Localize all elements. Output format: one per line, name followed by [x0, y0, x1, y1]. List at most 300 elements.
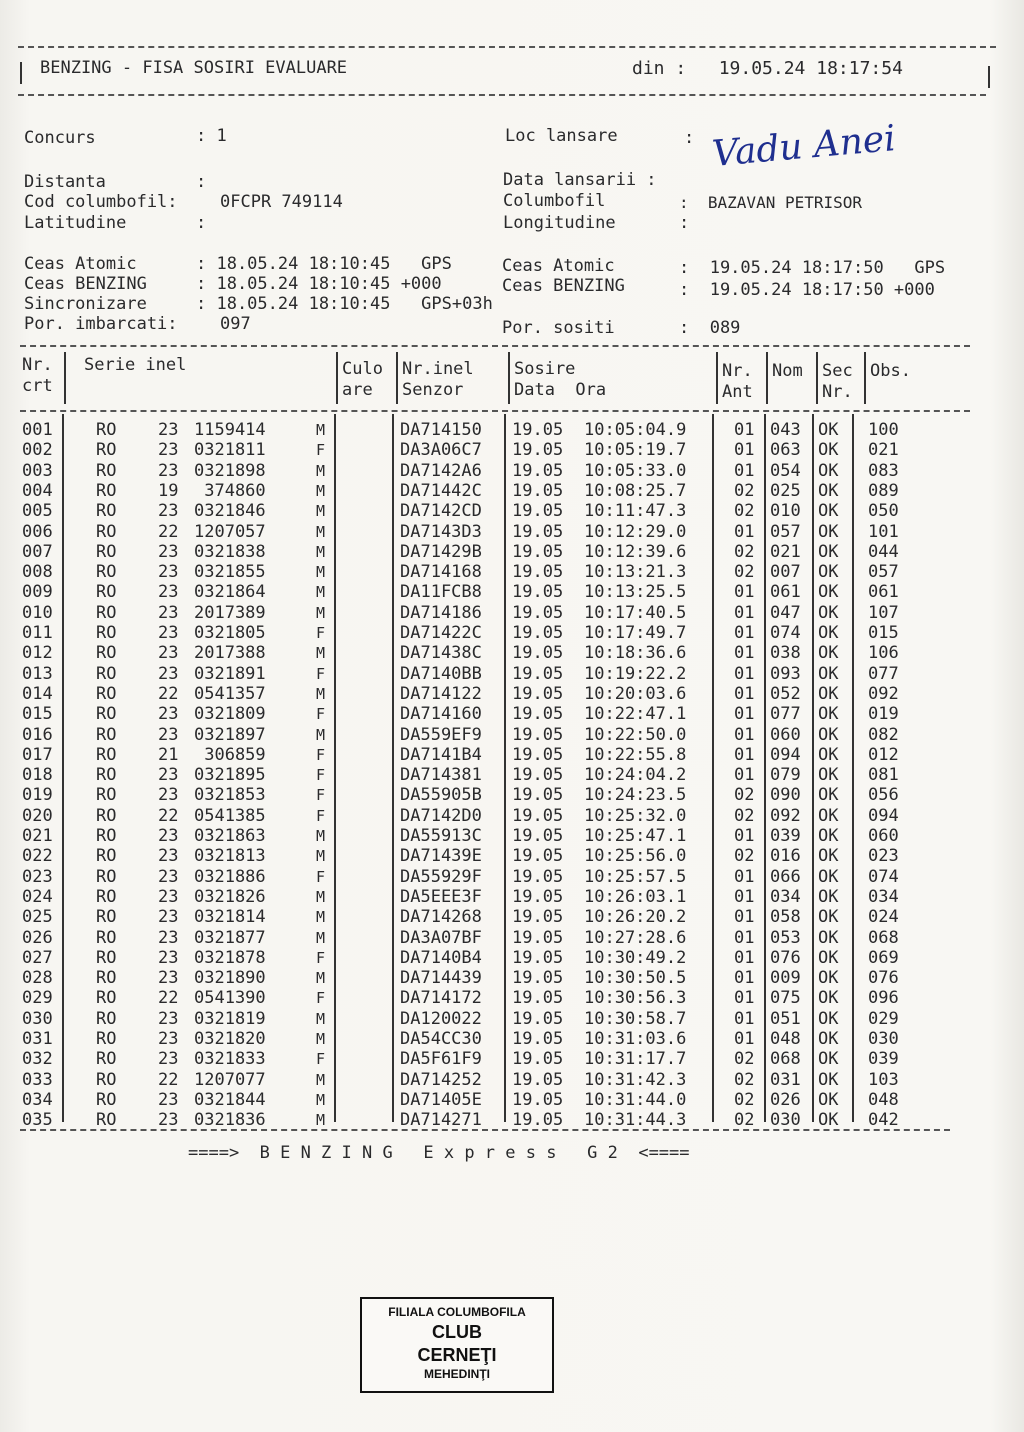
columbofil-value: : BAZAVAN PETRISOR [679, 193, 863, 212]
cell-data: 19.05 [512, 1008, 564, 1029]
cell-tara: RO [96, 1049, 117, 1070]
cell-sex: F [316, 766, 326, 785]
cell-sex: F [316, 867, 326, 886]
cell-senzor: DA71442C [400, 480, 482, 501]
cell-nr: 011 [22, 623, 53, 643]
header-culoare-line2: are [342, 380, 373, 400]
cell-nr: 034 [22, 1089, 53, 1110]
header-top-rule [18, 46, 996, 48]
cell-sex: F [316, 948, 326, 967]
header-nr-ant-line1: Nr. [722, 361, 753, 381]
cell-data: 19.05 [512, 968, 564, 989]
header-sosire [514, 359, 606, 401]
cell-data: 19.05 [512, 744, 564, 765]
cell-senzor: DA71439E [400, 846, 482, 867]
cell-sex: M [316, 644, 326, 663]
cell-an: 23 [158, 886, 179, 907]
cell-senzor: DA7143D3 [400, 521, 482, 542]
report-date-label: din : [632, 58, 687, 79]
cell-an: 23 [158, 623, 179, 643]
cell-tara: RO [96, 501, 117, 522]
cell-ant: 01 [734, 947, 755, 968]
col-sep-ant [766, 352, 768, 404]
cell-senzor: DA714271 [400, 1110, 482, 1131]
cell-ora: 10:25:47.1 [584, 826, 687, 846]
cell-obs: 057 [868, 562, 899, 583]
cell-senzor: DA54CC30 [400, 1029, 482, 1049]
cell-data: 19.05 [512, 440, 564, 461]
cell-senzor: DA714160 [400, 704, 482, 725]
cell-inel: 0321895 [194, 765, 266, 786]
cell-sec: OK [818, 480, 839, 501]
header-left-border [20, 62, 22, 84]
cell-sec: OK [818, 724, 839, 745]
cell-inel: 374860 [194, 480, 266, 501]
cell-data: 19.05 [512, 1110, 564, 1131]
cell-nr: 014 [22, 683, 53, 704]
cell-an: 22 [158, 683, 179, 704]
cell-ora: 10:13:25.5 [584, 582, 687, 603]
table-row [0, 988, 1024, 1008]
header-sec-nr [822, 361, 853, 403]
cell-sex: F [316, 745, 326, 764]
cell-an: 22 [158, 805, 179, 826]
cell-sec: OK [818, 886, 839, 907]
cell-sec: OK [818, 866, 839, 887]
cell-nr: 024 [22, 886, 53, 907]
cell-senzor: DA714268 [400, 907, 482, 928]
cell-data: 19.05 [512, 724, 564, 745]
concurs-value: : 1 [196, 126, 227, 146]
cell-senzor: DA120022 [400, 1008, 482, 1029]
cell-ant: 01 [734, 683, 755, 704]
report-title: BENZING - FISA SOSIRI EVALUARE [40, 58, 348, 78]
cell-nom: 016 [770, 846, 801, 867]
cell-inel: 0321809 [194, 704, 266, 725]
cell-obs: 068 [868, 927, 899, 948]
cell-nom: 093 [770, 663, 801, 684]
table-row [0, 745, 1024, 765]
cell-senzor: DA55913C [400, 826, 482, 846]
cell-tara: RO [96, 805, 117, 826]
columbofil-label: Columbofil [503, 191, 606, 211]
cell-data: 19.05 [512, 947, 564, 968]
cell-nr: 018 [22, 765, 53, 786]
ceas-benzing-label: Ceas BENZING [24, 274, 147, 294]
cell-sec: OK [818, 623, 839, 643]
cell-nr: 032 [22, 1049, 53, 1070]
cell-senzor: DA71405E [400, 1089, 482, 1110]
cell-data: 19.05 [512, 541, 564, 562]
cell-data: 19.05 [512, 765, 564, 786]
cell-ant: 02 [734, 501, 755, 522]
cell-sec: OK [818, 927, 839, 948]
cell-sex: F [316, 806, 326, 825]
stamp-line2: CLUB [432, 1322, 482, 1342]
cell-obs: 069 [868, 947, 899, 968]
cell-ora: 10:25:57.5 [584, 866, 687, 887]
cell-ant: 01 [734, 968, 755, 989]
cell-tara: RO [96, 1029, 117, 1049]
cell-nom: 058 [770, 907, 801, 928]
cell-ant: 01 [734, 927, 755, 948]
sincronizare-value: : 18.05.24 18:10:45 GPS+03h [196, 294, 493, 314]
cell-inel: 0321864 [194, 582, 266, 603]
cell-obs: 039 [868, 1049, 899, 1070]
header-nr-inel-senzor [402, 359, 474, 401]
cell-data: 19.05 [512, 623, 564, 643]
cell-an: 21 [158, 744, 179, 765]
cell-obs: 056 [868, 785, 899, 806]
cell-obs: 082 [868, 724, 899, 745]
cell-obs: 083 [868, 460, 899, 481]
cell-data: 19.05 [512, 1049, 564, 1070]
cell-tara: RO [96, 846, 117, 867]
cell-sex: M [316, 583, 326, 602]
cell-sec: OK [818, 663, 839, 684]
cell-an: 23 [158, 420, 179, 440]
cell-nr: 003 [22, 460, 53, 481]
cell-ora: 10:26:20.2 [584, 907, 687, 928]
cell-an: 23 [158, 663, 179, 684]
cell-inel: 0541357 [194, 683, 266, 704]
cell-nom: 076 [770, 947, 801, 968]
cell-an: 23 [158, 968, 179, 989]
cell-inel: 306859 [194, 744, 266, 765]
cell-senzor: DA714172 [400, 988, 482, 1009]
cell-nr: 029 [22, 988, 53, 1009]
ceas-atomic-label: Ceas Atomic [24, 254, 137, 274]
cell-ora: 10:30:56.3 [584, 988, 687, 1009]
cell-data: 19.05 [512, 704, 564, 725]
cell-obs: 094 [868, 805, 899, 826]
cell-nom: 075 [770, 988, 801, 1009]
cell-senzor: DA7140BB [400, 663, 482, 684]
cell-inel: 0321863 [194, 826, 266, 846]
cell-tara: RO [96, 602, 117, 623]
loc-lansare-sep: : [684, 128, 695, 148]
cell-ant: 01 [734, 663, 755, 684]
cell-data: 19.05 [512, 826, 564, 846]
longitudine-value: : [679, 213, 690, 233]
cell-ant: 02 [734, 1069, 755, 1090]
cell-data: 19.05 [512, 886, 564, 907]
col-sep-senzor [508, 352, 510, 404]
latitudine-value: : [196, 213, 207, 233]
cell-nr: 019 [22, 785, 53, 806]
cell-nr: 031 [22, 1029, 53, 1049]
ceas-atomic-value: : 18.05.24 18:10:45 GPS [196, 254, 452, 274]
cell-senzor: DA7142CD [400, 501, 482, 522]
cell-nom: 092 [770, 805, 801, 826]
cell-ora: 10:05:19.7 [584, 440, 687, 461]
cell-tara: RO [96, 643, 117, 664]
cell-data: 19.05 [512, 643, 564, 664]
header-nr-ant-line2: Ant [722, 382, 753, 402]
report-date [632, 58, 903, 79]
cell-ora: 10:27:28.6 [584, 927, 687, 948]
cell-nom: 048 [770, 1029, 801, 1049]
table-row [0, 420, 1024, 440]
cell-nom: 066 [770, 866, 801, 887]
cell-nr: 012 [22, 643, 53, 664]
cell-inel: 0321898 [194, 460, 266, 481]
cell-sex: M [316, 928, 326, 947]
cell-sec: OK [818, 501, 839, 522]
table-row [0, 582, 1024, 602]
cell-ant: 02 [734, 805, 755, 826]
cell-obs: 012 [868, 744, 899, 765]
cell-sec: OK [818, 744, 839, 765]
cell-tara: RO [96, 785, 117, 806]
col-sep-sec [864, 352, 866, 404]
cell-ant: 01 [734, 886, 755, 907]
cell-sex: M [316, 1009, 326, 1028]
cell-data: 19.05 [512, 480, 564, 501]
cell-an: 22 [158, 1069, 179, 1090]
cell-data: 19.05 [512, 846, 564, 867]
cell-an: 23 [158, 643, 179, 664]
cell-data: 19.05 [512, 663, 564, 684]
cell-ant: 01 [734, 907, 755, 928]
cell-inel: 0321838 [194, 541, 266, 562]
cell-nom: 007 [770, 562, 801, 583]
report-date-value: 19.05.24 18:17:54 [718, 58, 903, 79]
table-row [0, 806, 1024, 826]
cell-nom: 025 [770, 480, 801, 501]
concurs-label: Concurs [24, 128, 96, 148]
cell-sec: OK [818, 683, 839, 704]
cell-sex: M [316, 421, 326, 439]
cell-an: 19 [158, 480, 179, 501]
cell-tara: RO [96, 826, 117, 846]
cell-nom: 052 [770, 683, 801, 704]
cell-obs: 061 [868, 582, 899, 603]
header-obs: Obs. [870, 361, 911, 381]
cell-sex: F [316, 624, 326, 642]
cell-tara: RO [96, 724, 117, 745]
cell-inel: 0321805 [194, 623, 266, 643]
cell-an: 23 [158, 1008, 179, 1029]
cell-ora: 10:24:04.2 [584, 765, 687, 786]
cell-sex: M [316, 502, 326, 521]
cell-ant: 01 [734, 602, 755, 623]
cell-data: 19.05 [512, 1029, 564, 1049]
cell-tara: RO [96, 1008, 117, 1029]
cell-inel: 0321811 [194, 440, 266, 461]
table-row [0, 928, 1024, 948]
cell-sec: OK [818, 460, 839, 481]
cell-sex: M [316, 1090, 326, 1109]
table-row [0, 907, 1024, 927]
cell-an: 23 [158, 724, 179, 745]
table-row [0, 603, 1024, 623]
longitudine-label: Longitudine [503, 213, 616, 233]
cell-an: 23 [158, 1029, 179, 1049]
cell-sex: M [316, 563, 326, 582]
cell-sec: OK [818, 1110, 839, 1131]
cell-tara: RO [96, 582, 117, 603]
ceas-benzing2-label: Ceas BENZING [502, 276, 625, 296]
cell-inel: 0321846 [194, 501, 266, 522]
cell-ant: 01 [734, 1008, 755, 1029]
cell-an: 23 [158, 704, 179, 725]
cell-inel: 0321877 [194, 927, 266, 948]
cell-nr: 016 [22, 724, 53, 745]
cell-ant: 02 [734, 1089, 755, 1110]
cell-nr: 010 [22, 602, 53, 623]
table-header-bottom-rule [20, 410, 970, 412]
cell-senzor: DA55905B [400, 785, 482, 806]
table-row [0, 846, 1024, 866]
table-top-rule [20, 345, 970, 347]
cell-obs: 103 [868, 1069, 899, 1090]
loc-lansare-label: Loc lansare [505, 126, 618, 146]
cell-tara: RO [96, 623, 117, 643]
table-row [0, 664, 1024, 684]
table-row [0, 542, 1024, 562]
cell-obs: 029 [868, 1008, 899, 1029]
cell-an: 22 [158, 521, 179, 542]
cell-nom: 077 [770, 704, 801, 725]
cell-ora: 10:13:21.3 [584, 562, 687, 583]
cell-sex: F [316, 441, 326, 460]
cell-ora: 10:25:32.0 [584, 805, 687, 826]
cell-an: 23 [158, 541, 179, 562]
cell-sec: OK [818, 1008, 839, 1029]
cell-nr: 002 [22, 440, 53, 461]
cell-data: 19.05 [512, 866, 564, 887]
cell-nom: 034 [770, 886, 801, 907]
cell-sec: OK [818, 907, 839, 928]
ceas-atomic2-value: : 19.05.24 18:17:50 GPS [679, 258, 946, 278]
cell-tara: RO [96, 927, 117, 948]
distanta-label: Distanta [24, 172, 106, 192]
cell-nom: 061 [770, 582, 801, 603]
table-row [0, 867, 1024, 887]
cell-an: 23 [158, 1049, 179, 1070]
cell-sec: OK [818, 785, 839, 806]
cell-nom: 063 [770, 440, 801, 461]
cell-inel: 0321819 [194, 1008, 266, 1029]
cell-an: 23 [158, 602, 179, 623]
cell-sex: M [316, 1070, 326, 1089]
cell-obs: 023 [868, 846, 899, 867]
stamp-line3: CERNEŢI [417, 1345, 497, 1365]
cell-nom: 010 [770, 501, 801, 522]
cell-obs: 107 [868, 602, 899, 623]
cell-sex: F [316, 705, 326, 724]
header-culoare [342, 359, 383, 401]
cell-tara: RO [96, 541, 117, 562]
cell-data: 19.05 [512, 521, 564, 542]
header-culoare-line1: Culo [342, 359, 383, 379]
cell-nr: 004 [22, 480, 53, 501]
header-nr-crt-line2: crt [22, 376, 53, 396]
cell-sec: OK [818, 1089, 839, 1110]
cell-nr: 023 [22, 866, 53, 887]
cell-senzor: DA7142A6 [400, 460, 482, 481]
cell-tara: RO [96, 704, 117, 725]
table-row [0, 1070, 1024, 1090]
cell-sec: OK [818, 541, 839, 562]
cell-an: 23 [158, 785, 179, 806]
cell-sec: OK [818, 846, 839, 867]
cell-nom: 038 [770, 643, 801, 664]
cell-obs: 081 [868, 765, 899, 786]
cell-ora: 10:17:40.5 [584, 602, 687, 623]
cell-nom: 094 [770, 744, 801, 765]
table-row [0, 948, 1024, 968]
cell-ora: 10:11:47.3 [584, 501, 687, 522]
cell-nom: 054 [770, 460, 801, 481]
cell-obs: 050 [868, 501, 899, 522]
cell-sec: OK [818, 947, 839, 968]
table-row [0, 522, 1024, 542]
cell-nr: 022 [22, 846, 53, 867]
header-right-border [988, 66, 990, 88]
cell-sec: OK [818, 704, 839, 725]
cell-sex: M [316, 542, 326, 561]
benzing-footer-banner: ====> B E N Z I N G E x p r e s s G 2 <==== [188, 1143, 690, 1163]
cell-sec: OK [818, 440, 839, 461]
header-nr-inel-line2: Senzor [402, 380, 464, 400]
imbarcati-value: 097 [220, 314, 251, 334]
cell-ant: 01 [734, 1029, 755, 1049]
cell-an: 23 [158, 501, 179, 522]
cell-nr: 009 [22, 582, 53, 603]
cell-nr: 030 [22, 1008, 53, 1029]
cell-ora: 10:20:03.6 [584, 683, 687, 704]
cell-ant: 01 [734, 704, 755, 725]
cell-senzor: DA5EEE3F [400, 886, 482, 907]
cell-nr: 035 [22, 1110, 53, 1131]
cell-data: 19.05 [512, 1089, 564, 1110]
cell-inel: 0321855 [194, 562, 266, 583]
cell-data: 19.05 [512, 582, 564, 603]
cell-nr: 021 [22, 826, 53, 846]
cell-ora: 10:12:29.0 [584, 521, 687, 542]
cell-data: 19.05 [512, 1069, 564, 1090]
cell-obs: 021 [868, 440, 899, 461]
cell-sex: M [316, 725, 326, 744]
cell-inel: 0321897 [194, 724, 266, 745]
cell-obs: 092 [868, 683, 899, 704]
cell-ant: 02 [734, 785, 755, 806]
cell-data: 19.05 [512, 460, 564, 481]
table-row [0, 968, 1024, 988]
cell-nr: 017 [22, 744, 53, 765]
header-sosire-line2: Data Ora [514, 380, 607, 400]
cell-sex: M [316, 481, 326, 500]
cell-senzor: DA71438C [400, 643, 482, 664]
col-sep-serie [336, 352, 338, 404]
cell-tara: RO [96, 947, 117, 968]
cell-ant: 01 [734, 643, 755, 664]
table-row [0, 785, 1024, 805]
sositi-label: Por. sositi [502, 318, 615, 338]
cell-sex: M [316, 969, 326, 988]
cell-an: 23 [158, 866, 179, 887]
cell-data: 19.05 [512, 785, 564, 806]
cell-nr: 027 [22, 947, 53, 968]
latitudine-label: Latitudine [24, 213, 127, 233]
cell-inel: 0321890 [194, 968, 266, 989]
cell-nr: 020 [22, 805, 53, 826]
cell-nom: 057 [770, 521, 801, 542]
cell-nom: 051 [770, 1008, 801, 1029]
cell-tara: RO [96, 663, 117, 684]
